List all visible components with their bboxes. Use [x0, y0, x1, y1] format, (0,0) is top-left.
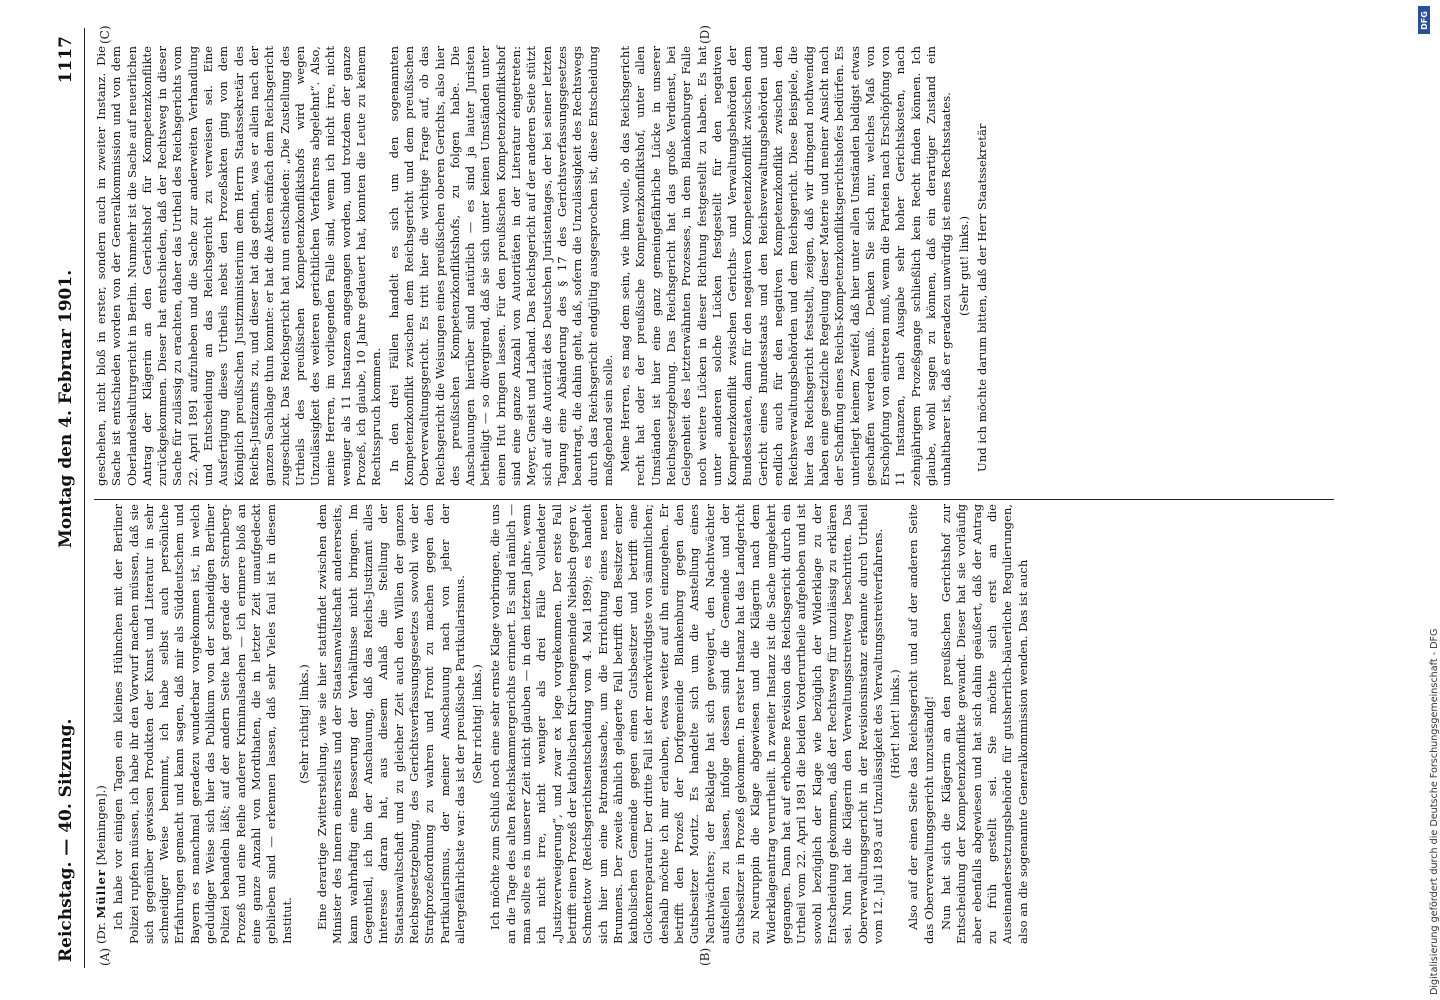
page-header [50, 28, 85, 968]
header-date: Montag den 4. Februar 1901. [56, 269, 76, 548]
margin-mark-b: (B) [698, 947, 712, 966]
header-session-title: Reichstag. — 40. Sitzung. [56, 718, 76, 962]
paragraph: Also auf der einen Seite das Reichsgericht und auf der anderen Seite das Oberverwaltungsgericht unzuständig! [906, 504, 936, 944]
paragraph: Ich habe vor einigen Tagen ein kleines Hühnchen mit der Berliner Polizei rupfen müssen, ich habe ihr den Vorwurf machen müssen, daß sie sich gegenüber gewissen Produkten der Kunst und Literatur in sehr schneidiger Weise benimmt, ich habe selbst auch persönliche Erfahrungen gemacht und kann sagen, daß mir als Süddeutschem und Bayern es manchmal geradezu wunderbar vorgekommen ist, in welch geduldiger Weise sich hier das Publikum von der schneidigen Berliner Polizei behandeln läßt; auf der andern Seite hat gerade der Sternberg-Prozeß und eine Reihe anderer Kriminalsachen — ich erinnere bloß an eine ganze Anzahl von Mordthaten, die in letzter Zeit unaufgedeckt geblieben sind — erkennen lassen, daß sehr Vieles faul ist in diesem Institut. [111, 504, 294, 944]
dfg-logo [1418, 6, 1430, 34]
document-page [50, 25, 1350, 968]
interjection: (Sehr gut! links.) [956, 216, 971, 316]
interjection: (Sehr richtig! links.) [296, 664, 311, 784]
paragraph: Und ich möchte darum bitten, daß der Herr Staatssekretär [974, 123, 989, 472]
margin-mark-a: (A) [98, 947, 112, 966]
interjection: (Sehr richtig! links.) [470, 664, 485, 784]
digitization-credit: Digitalisierung gefördert durch die Deutsche Forschungsgemeinschaft - DFG [1429, 628, 1440, 995]
paragraph: Ich möchte zum Schluß noch eine sehr ernste Klage vorbringen, die uns an die Tage des alten Reichskammergerichts erinnert. Es sind nämlich — man sollte es in unserer Zeit nicht glauben — in dem letzten Jahre, wenn ich nicht irre, nicht weniger als drei Fälle vollendeter „Justizverweigerung“, und zwar ex lege vorgekommen. Der erste Fall betrifft einen Prozeß der katholischen Kirchengemeinde Niebisch gegen v. Schmettow (Reichsgerichtsentscheidung vom 4. Mai 1899); es handelt sich hier um eine Patronatssache, um die Errichtung eines neuen Brunnens. Der zweite ähnlich gelagerte Fall betrifft den Besitzer einer katholischen Gemeinde gegen einen Gutsbesitzer und betrifft eine Glockenreparatur. Der dritte Fall ist der merkwürdigste von sämmtlichen; deshalb möchte ich mir erlauben, etwas weiter auf ihn einzugehen. Er betrifft den Prozeß der Dorfgemeinde Blankenburg gegen den Gutsbesitzer Moritz. Es handelte sich um die Anstellung eines Nachtwächters; der Beklagte hat sich geweigert, den Nachtwächter aufstellen zu lassen, infolge dessen sind die Gemeinde und der Gutsbesitzer in Prozeß gekommen. In erster Instanz hat das Landgericht zu Neuruppin die Klage abgewiesen und die Klägerin nach dem Widerklageantrag verurtheilt. In zweiter Instanz ist die Sache umgekehrt gegangen. Dann hat auf erhobene Revision das Reichsgericht durch ein Urtheil vom 22. April 1891 die beiden Vorderurtheile aufgehoben und ist sowohl bezüglich der Klage wie bezüglich der Widerklage zu der Entscheidung gekommen, daß der Rechtsweg für unzulässig zu erklären sei. Nun hat die Klägerin den Verwaltungsstreitweg beschritten. Das Oberverwaltungsgericht in der Revisionsinstanz erkannte durch Urtheil vom 12. Juli 1893 auf Unzulässigkeit des Verwaltungsstreitverfahrens. [488, 504, 885, 944]
paragraph: In den drei Fällen handelt es sich um den sogenannten Kompetenzkonflikt zwischen dem Reichsgericht und dem preußischen Oberverwaltungsgericht. Es tritt hier die wichtige Frage auf, ob das Reichsgericht die Weisungen eines preußischen oberen Gerichts, also hier des preußischen Kompetenzkonfliktshofs, zu folgen habe. Die Anschauungen hierüber sind natürlich — es sind ja lauter Juristen betheiligt — so divergirend, daß sie sich unter keinen Umständen unter einen Hut bringen lassen. Für den preußischen Kompetenzkonfliktshof sind eine ganze Anzahl von Autoritäten in der Literatur eingetreten: Meyer, Gneist und Laband. Das Reichsgericht auf der anderen Seite stützt sich auf die Autorität des Deutschen Juristentages, der bei seiner letzten Tagung eine Abänderung des § 17 des Gerichtsverfassungsgesetzes beantragt, die dahin geht, daß, sofern die Unzulässigkeit des Rechtswegs durch das Reichsgericht endgültig ausgesprochen ist, diese Entscheidung maßgebend sein solle. [386, 46, 615, 486]
margin-mark-d: (D) [698, 25, 712, 44]
speaker-name: Müller [94, 868, 108, 919]
dfg-logo-text: DFG [1419, 10, 1429, 30]
header-page-number: 1117 [56, 36, 76, 84]
margin-mark-c: (C) [98, 25, 112, 44]
speaker-line [94, 504, 109, 944]
interjection: (Hört! hört! links.) [888, 669, 903, 779]
right-text-column [94, 46, 1334, 486]
left-text-column [94, 504, 1334, 944]
column-divider [94, 499, 1334, 500]
paragraph: Meine Herren, es mag dem sein, wie ihm wolle, ob das Reichsgericht recht hat oder der preußische Kompetenzkonfliktshof, unter allen Umständen ist hier eine ganz gemeingefährliche Lücke in unserer Reichsgesetzgebung. Das Reichsgericht hat das große Verdienst, bei Gelegenheit des letzterwähnten Prozesses, in dem Blankenburger Falle noch weitere Lücken in dieser Richtung festgestellt zu haben. Es hat unter anderen solche Lücken festgestellt für den negativen Kompetenzkonflikt zwischen Gerichts- und Verwaltungsbehörden der Bundesstaaten, dann für den negativen Kompetenzkonflikt zwischen dem Gericht eines Bundesstaats und den Reichsverwaltungsbehörden und endlich auch für den negativen Kompetenzkonflikt zwischen den Reichsverwaltungsbehörden und dem Reichsgericht. Diese Beispiele, die hier das Reichsgericht feststellt, zeigen, daß wir dringend nothwendig haben eine gesetzliche Regelung dieser Materie und meiner Ansicht nach der Schaffung eines Reichs-Kompetenzkonfliktsgerichtshofes bedürfen. Es unterliegt keinem Zweifel, daß hier unter allen Umständen baldigst etwas geschaffen werden muß. Denken Sie sich nur, welches Maß von Erschöpfung von eintreten muß, wenn die Parteien nach Erschöpfung von 11 Instanzen, nach Ausgabe sehr hoher Gerichtskosten, nach zehnjährigem Prozeßgange schließlich kein Recht finden können. Ich glaube, wohl sagen zu können, daß ein derartiger Zustand ein unhaltbarer ist, daß er geradezu unwürdig ist eines Rechtsstaates. [618, 46, 954, 486]
speaker-suffix: [Meiningen].) [94, 785, 108, 866]
paragraph: geschehen, nicht bloß in erster, sondern auch in zweiter Instanz. Die Sache ist entschieden worden von der Generalkommission und von dem Oberlandeskulturgericht in Berlin. Nunmehr ist die Sache auf neuerlichen Antrag der Klägerin an den Gerichtshof für Kompetenzkonflikte zurückgekommen. Dieser hat entschieden, daß der Rechtsweg in dieser Sache für zulässig zu erachten, daher das Urtheil des Reichsgerichts vom 22. April 1891 aufzuheben und die Sache zur anderweiten Verhandlung und Entscheidung an das Reichsgericht zu verweisen sei. Eine Ausfertigung dieses Urtheils nebst den Prozeßakten ging von dem Königlich preußischen Justizministerium dem Herrn Staatssekretär des Reichs-Justizamts zu, und dieser hat das gethan, was er allein nach der ganzen Sachlage thun konnte: er hat die Akten einfach dem Reichsgericht zugeschickt. Das Reichsgericht hat nun entschieden: „Die Zustellung des Urtheils des preußischen Kompetenzkonfliktshofs wird wegen Unzulässigkeit des weiteren gerichtlichen Verfahrens abgelehnt“. Also, meine Herren, im vorliegenden Falle sind, wenn ich nicht irre, nicht weniger als 11 Instanzen angegangen worden, und trotzdem der ganze Prozeß, ich glaube, 10 Jahre gedauert hat, konnten die Leute zu keinem Rechtsspruch kommen. [94, 46, 384, 486]
paragraph: Nun hat sich die Klägerin an den preußischen Gerichtshof zur Entscheidung der Kompetenzkonflikte gewandt. Dieser hat sie vorläufig aber ebenfalls abgewiesen und hat sich dahin geäußert, daß der Antrag zu früh gestellt sei. Sie möchte sich erst an die Auseinandersetzungsbehörde für gutsherrlich-bäuerliche Regulierungen, also an die sogenannte Generalkommission wenden. Das ist auch [939, 504, 1030, 944]
paragraph: Eine derartige Zwitterstellung, wie sie hier stattfindet zwischen dem Minister des Innern einerseits und der Staatsanwaltschaft andererseits, kann wahrhaftig eine Besserung der Verhältnisse nicht bringen. Im Gegentheil, ich bin der Anschauung, daß das Reichs-Justizamt alles Interesse daran hat, aus diesem Anlaß die Stellung der Staatsanwaltschaft und zu gleicher Zeit auch den Willen der ganzen Reichsgesetzgebung, des Gerichtsverfassungsgesetzes sowohl wie der Strafprozeßordnung zu wahren und Front zu machen gegen den Partikularismus, der meiner Anschauung nach von jeher der allergefährlichste war: das ist der preußische Partikularismus. [315, 504, 467, 944]
speaker-prefix: (Dr. [94, 922, 108, 944]
